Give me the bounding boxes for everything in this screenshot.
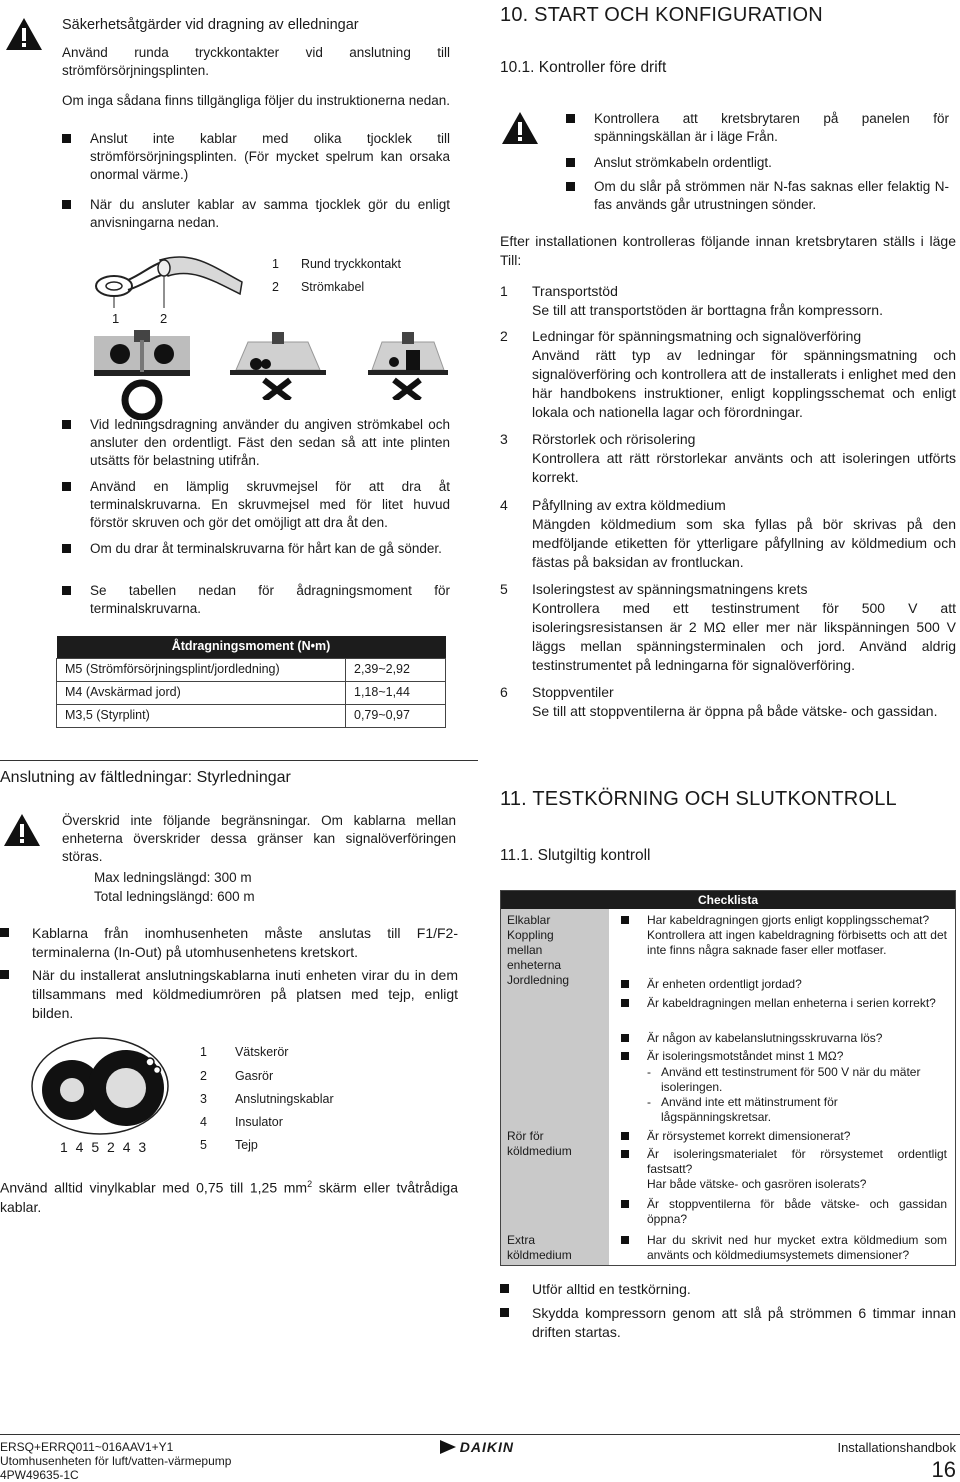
checklist-item: Är isoleringsmaterialet för rörsystemet ordentligt fastsatt? Har både vätske- och gasrören isolerats? [621, 1147, 947, 1192]
safety-paragraph-2: Om inga sådana finns tillgängliga följer du instruktionerna nedan. [62, 93, 450, 108]
checklist [500, 890, 956, 1266]
checklist-title: Checklista [501, 891, 955, 909]
pipe-legend-item: 3 Anslutningskablar [200, 1092, 334, 1106]
daikin-logo-icon [440, 1440, 456, 1454]
crimp-callout: 1 [112, 311, 120, 326]
terminal-wrong-icon [228, 330, 328, 400]
checklist-subitem: - Använd ett testinstrument för 500 V när du mäter isoleringen. [647, 1065, 921, 1094]
bullet-item: Anslut inte kablar med olika tjocklek till strömförsörjningsplinten. (För mycket spelrum kan orsaka onormal värme.) [62, 130, 450, 185]
check-item: 1 Transportstöd Se till att transportstöden är borttagna från kompressorn. [500, 283, 883, 318]
vinyl-cable-note: Använd alltid vinylkablar med 0,75 till 1,25 $mm^2$ skärm eller tvåtrådiga kablar. [0, 1179, 458, 1215]
checklist-item: Har kabeldragningen gjorts enligt kopplingsschemat? Kontrollera att ingen kabeldragning förbisetts och att det inte finns några saknade faser eller motfaser. [621, 913, 947, 958]
total-length: Total ledningslängd: 600 m [94, 889, 255, 904]
torque-table [56, 636, 446, 728]
bullet-item: Utför alltid en testkörning. [500, 1280, 956, 1299]
bullet-item: Om du drar åt terminalskruvarna för hårt kan de gå sönder. [62, 540, 450, 558]
warning-icon [4, 16, 44, 52]
footer-rule [0, 1434, 960, 1435]
pipe-callouts: 1 4 5 2 4 3 [60, 1139, 147, 1155]
field-warning-text: Överskrid inte följande begränsningar. Om kablarna mellan enheterna överskrider dessa gränser kan signalöverföringen störas. [62, 813, 456, 865]
crimp-legend-item: 2 Strömkabel [272, 280, 365, 294]
bullet-item: Se tabellen nedan för ådragningsmoment för terminalskruvarna. [62, 582, 450, 618]
checklist-item: Är stoppventilerna för både vätske- och gassidan öppna? [621, 1197, 947, 1227]
bullet-item: Anslut strömkabeln ordentligt. [566, 154, 949, 172]
bullet-item: När du installerat anslutningskablarna inuti enheten virar du in dem tillsammans med köldmediumrören på platsen med tejp, enligt bilden. [0, 966, 458, 1023]
section-10-1-heading: 10.1. Kontroller före drift [500, 59, 667, 76]
table-row: M3,5 (Styrplint) 0,79~0,97 [57, 704, 446, 727]
bullet-item: Använd en lämplig skruvmejsel för att dra åt terminalskruvarna. En skruvmejsel med för litet huvud förstör skruven och gör det omöjligt att dra åt den. [62, 478, 450, 533]
checklist-item: Är isoleringsmotståndet minst 1 MΩ? [621, 1049, 947, 1064]
table-row: M4 (Avskärmad jord) 1,18~1,44 [57, 681, 446, 704]
checklist-category: Rör för köldmedium [507, 1129, 572, 1158]
checklist-subitem: - Använd inte ett mätinstrument för lågspänningskretsar. [647, 1095, 838, 1124]
table-row: M5 (Strömförsörjningsplint/jordledning) 2,39~2,92 [57, 658, 446, 681]
safety-heading: Säkerhetsåtgärder vid dragning av elledningar [62, 17, 359, 33]
intro-paragraph: Efter installationen kontrolleras följande innan kretsbrytaren ställs i läge Till: [500, 233, 956, 268]
checklist-item: Är rörsystemet korrekt dimensionerat? [621, 1129, 947, 1144]
torque-table-header: Åtdragningsmoment (N•m) [57, 636, 446, 658]
footer-code: 4PW49635-1C [0, 1468, 79, 1482]
crimp-terminal-illustration [92, 248, 252, 310]
crimp-callout: 2 [160, 311, 168, 326]
max-length: Max ledningslängd: 300 m [94, 870, 252, 885]
bullet-item: När du ansluter kablar av samma tjocklek gör du enligt anvisningarna nedan. [62, 196, 450, 232]
check-item: 2 Ledningar för spänningsmatning och signalöverföring Använd rätt typ av ledningar för spänningsmatning och signalöverföring och kontrollera att de installerats i enlighet med den här handbokens instruktioner, enligt kopplingsschemat och enligt lokala och nationella lagar och förordningar. [500, 328, 956, 420]
field-wiring-heading: Anslutning av fältledningar: Styrledningar [0, 760, 478, 789]
pipe-legend-item: 4 Insulator [200, 1115, 283, 1129]
section-11-heading: 11. TESTKÖRNING OCH SLUTKONTROLL [500, 788, 897, 810]
section-11-1-heading: 11.1. Slutgiltig kontroll [500, 847, 651, 864]
checklist-category: Extra köldmedium [507, 1233, 572, 1262]
pipe-bundle-illustration [30, 1034, 170, 1138]
daikin-logo: DAIKIN [440, 1438, 514, 1457]
check-item: 5 Isoleringstest av spänningsmatningens krets Kontrollera med ett testinstrument för 500 V att isoleringsresistansen är 2 MΩ eller mer när likspänningen 500 V läggs mellan spänningsterminalen och jord. Använd aldrig testinstrumentet på ledningarna för signalöverföring. [500, 581, 956, 673]
crimp-legend-item: 1 Rund tryckkontakt [272, 257, 401, 271]
check-item: 4 Påfyllning av extra köldmedium Mängden köldmedium som ska fyllas på bör skrivas på den medföljande etiketten för ytterligare påfyllning av köldmedium och fästas på baksidan av frontluckan. [500, 497, 956, 570]
terminal-ok-icon [94, 330, 190, 420]
checklist-category: Elkablar Koppling mellan enheterna Jordledning [507, 913, 570, 987]
check-item: 6 Stoppventiler Se till att stoppventilerna är öppna på både vätske- och gassidan. [500, 684, 938, 719]
footer-doc-type: Installationshandbok [837, 1440, 956, 1455]
pipe-legend-item: 2 Gasrör [200, 1069, 274, 1083]
bullet-item: Skydda kompressorn genom att slå på strömmen 6 timmar innan driften startas. [500, 1304, 956, 1342]
terminal-wrong-icon [368, 330, 448, 400]
bullet-item: Om du slår på strömmen när N-fas saknas eller felaktig N-fas används går utrustningen sönder. [566, 178, 949, 214]
page-number: 16 [931, 1457, 956, 1482]
warning-icon [500, 110, 540, 146]
bullet-item: Kontrollera att kretsbrytaren på panelen för spänningskällan är i läge Från. [566, 110, 949, 146]
footer-product: Utomhusenheten för luft/vatten-värmepump [0, 1454, 232, 1468]
bullet-item: Vid ledningsdragning använder du angiven strömkabel och ansluter den ordentligt. Fäst den sedan så att inte plinten utsätts för belastning utifrån. [62, 416, 450, 471]
section-10-heading: 10. START OCH KONFIGURATION [500, 4, 823, 26]
footer-model: ERSQ+ERRQ011~016AAV1+Y1 [0, 1440, 174, 1454]
bullet-item: Kablarna från inomhusenheten måste anslutas till F1/F2-terminalerna (In-Out) på utomhusenhetens kretskort. [0, 924, 458, 962]
pipe-legend-item: 5 Tejp [200, 1138, 258, 1152]
pipe-legend-item: 1 Vätskerör [200, 1045, 289, 1059]
checklist-item: Är enheten ordentligt jordad? [621, 977, 947, 992]
warning-icon [2, 812, 42, 848]
safety-paragraph-1: Använd runda tryckkontakter vid anslutning till strömförsörjningsplinten. [62, 45, 450, 79]
checklist-item: Är kabeldragningen mellan enheterna i serien korrekt? [621, 996, 947, 1011]
check-item: 3 Rörstorlek och rörisolering Kontrollera att rätt rörstorlekar använts och att isoleringen utförts korrekt. [500, 431, 956, 485]
checklist-item: Är någon av kabelanslutningsskruvarna lös? [621, 1031, 947, 1046]
checklist-item: Har du skrivit ned hur mycket extra köldmedium som använts och köldmediumsystemets dimensioner? [621, 1233, 947, 1263]
